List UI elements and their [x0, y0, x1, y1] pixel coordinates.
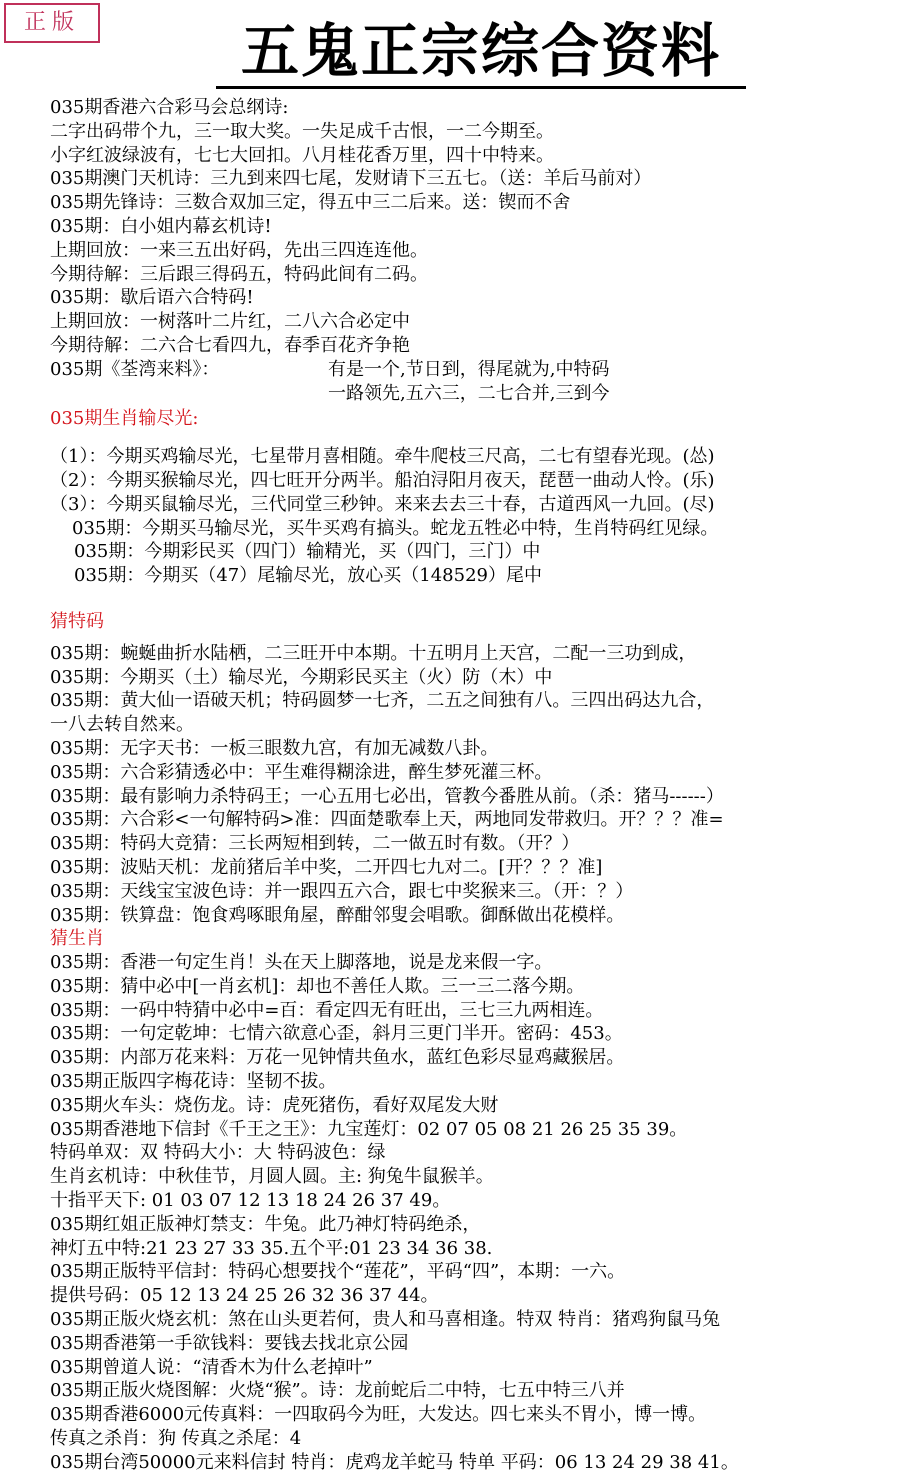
- text-line: 上期回放：一来三五出好码，先出三四连连他。: [50, 239, 428, 261]
- text-line: 一八去转自然来。: [50, 714, 194, 736]
- text-line: （2）：今期买猴输尽光，四七旺开分两半。船泊浔阳月夜天，琵琶一曲动人怜。(乐): [50, 469, 715, 491]
- text-line: 今期待解：三后跟三得码五，特码此间有二码。: [50, 263, 428, 285]
- text-line: 神灯五中特:21 23 27 33 35.五个平:01 23 34 36 38.: [50, 1237, 493, 1259]
- text-line: 035期正版火烧玄机：煞在山头更若何，贵人和马喜相逢。特双 特肖：猪鸡狗鼠马兔: [50, 1309, 721, 1331]
- text-block-poems: [50, 96, 900, 358]
- text-line: 035期曾道人说：“清香木为什么老掉叶”: [50, 1356, 373, 1378]
- text-line: （3）：今期买鼠输尽光，三代同堂三秒钟。来来去去三十春，古道西风一九回。(尽): [50, 493, 715, 515]
- text-line: 035期正版火烧图解：火烧“猴”。诗：龙前蛇后二中特，七五中特三八并: [50, 1380, 625, 1402]
- text-line: 035期：特码大竞猜：三长两短相到转，二一做五时有数。（开？）: [50, 833, 580, 855]
- genuine-badge: 正版: [4, 3, 100, 43]
- section-heading-shengxiao-2: 猜生肖: [50, 928, 104, 950]
- text-line: 035期澳门天机诗：三九到来四七尾，发财请下三五七。（送：羊后马前对）: [50, 168, 652, 190]
- text-line: 035期：蜿蜒曲折水陆栖，二三旺开中本期。十五明月上天宫，二配一三功到成，: [50, 642, 697, 664]
- text-line: 035期：六合彩猜透必中：平生难得糊涂进，醉生梦死灌三杯。: [50, 761, 553, 783]
- text-line: 035期：今期买马输尽光，买牛买鸡有搞头。蛇龙五牲必中特，生肖特码红见绿。: [72, 517, 719, 539]
- text-block-shengxiao: [50, 951, 900, 1475]
- text-line: 035期：今期买（47）尾输尽光，放心买（148529）尾中: [74, 565, 542, 587]
- document-body: [50, 96, 900, 1475]
- text-line: 035期香港第一手欲钱料：要钱去找北京公园: [50, 1332, 409, 1354]
- text-line: （1）：今期买鸡输尽光，七星带月喜相随。牵牛爬枝三尺高，二七有望春光现。(怂): [50, 446, 715, 468]
- text-line: 035期：无字天书：一板三眼数九宫，有加无减数八卦。: [50, 737, 499, 759]
- section-heading-shengxiao: 035期生肖输尽光:: [50, 408, 199, 430]
- text-line: 035期先锋诗：三数合双加三定，得五中三二后来。送：锲而不舍: [50, 192, 571, 214]
- quanwan-line-1: 有是一个,节日到，得尾就为,中特码: [328, 358, 610, 380]
- text-line: 035期：一句定乾坤：七情六欲意心歪，斜月三更门半开。密码：453。: [50, 1023, 623, 1045]
- text-line: 035期：内部万花来料：万花一见钟情共鱼水，蓝红色彩尽显鸡藏猴居。: [50, 1047, 625, 1069]
- quanwan-block: [50, 358, 900, 406]
- text-line: 035期：最有影响力杀特码王；一心五用七必出，管教今番胜从前。（杀：猪马------）: [50, 785, 724, 807]
- text-line: 生肖玄机诗：中秋佳节，月圆人圆。主: 狗兔牛鼠猴羊。: [50, 1166, 494, 1188]
- text-line: 035期香港6000元传真料：一四取码今为旺，大发达。四七来头不胃小，博一博。: [50, 1404, 707, 1426]
- text-line: 035期：天线宝宝波色诗：并一跟四五六合，跟七中奖猴来三。（开：？）: [50, 880, 634, 902]
- quanwan-row-2: [50, 382, 900, 406]
- text-line: 035期：歇后语六合特码!: [50, 287, 254, 309]
- text-line: 035期香港六合彩马会总纲诗:: [50, 97, 289, 118]
- text-line: 035期红姐正版神灯禁支：牛兔。此乃神灯特码绝杀，: [50, 1213, 481, 1235]
- text-line: 提供号码：05 12 13 24 25 26 32 36 37 44。: [50, 1285, 439, 1307]
- text-line: 035期：黄大仙一语破天机；特码圆梦一七齐，二五之间独有八。三四出码达九合，: [50, 690, 715, 712]
- text-line: 035期台湾50000元来料信封 特肖：虎鸡龙羊蛇马 特单 平码：06 13 24 29 38 41。: [50, 1451, 739, 1473]
- text-block-indented: [50, 517, 900, 588]
- text-block-temai: [50, 642, 900, 928]
- text-line: 035期：今期彩民买（四门）输精光，买（四门，三门）中: [74, 541, 541, 563]
- section-heading-temai: 猜特码: [50, 610, 104, 632]
- text-line: 035期正版特平信封：特码心想要找个“莲花”，平码“四”，本期：一六。: [50, 1261, 626, 1283]
- text-line: 035期：铁算盘：饱食鸡啄眼角屋，醉酣邻叟会唱歌。御酥做出花模样。: [50, 904, 625, 926]
- quanwan-label: 035期《荃湾来料》：: [50, 358, 220, 380]
- page-title: 五鬼正宗综合资料: [240, 17, 721, 85]
- text-line: 二字出码带个九，三一取大奖。一失足成千古恨，一二今期至。: [50, 120, 554, 142]
- text-line: 特码单双：双 特码大小：大 特码波色：绿: [50, 1142, 386, 1164]
- text-line: 035期香港地下信封《千王之王》：九宝莲灯：02 07 05 08 21 26 25 35 39。: [50, 1118, 688, 1140]
- text-line: 035期：波贴天机：龙前猪后羊中奖，二开四七九对二。[开？？？准]: [50, 856, 603, 878]
- text-line: 上期回放：一树落叶二片红，二八六合必定中: [50, 311, 410, 333]
- text-line: 035期：白小姐内幕玄机诗!: [50, 215, 272, 237]
- text-line: 小字红波绿波有，七七大回扣。八月桂花香万里，四十中特来。: [50, 144, 554, 166]
- quanwan-line-2: 一路领先,五六三，二七合并,三到今: [328, 382, 610, 404]
- text-line: 035期：一码中特猜中必中=百：看定四无有旺出，三七三九两相连。: [50, 999, 604, 1021]
- text-line: 035期：六合彩<一句解特码>准：四面楚歌奉上天，两地同发带救归。开？？？准=: [50, 809, 724, 831]
- text-line: 035期：猜中必中[一肖玄机]：却也不善任人欺。三一三二落今期。: [50, 975, 585, 997]
- quanwan-row-1: [50, 358, 900, 382]
- text-line: 今期待解：二六合七看四九，春季百花齐争艳: [50, 334, 410, 356]
- title-underline: [216, 86, 746, 89]
- text-line: 035期火车头：烧伤龙。诗：虎死猪伤，看好双尾发大财: [50, 1094, 499, 1116]
- text-block-numbered: [50, 445, 900, 516]
- text-line: 十指平天下: 01 03 07 12 13 18 24 26 37 49。: [50, 1190, 451, 1212]
- text-line: 035期：今期买（土）输尽光，今期彩民买主（火）防（木）中: [50, 666, 553, 688]
- text-line: 035期：香港一句定生肖！头在天上脚落地，说是龙来假一字。: [50, 952, 553, 974]
- text-line: 传真之杀肖：狗 传真之杀尾：4: [50, 1428, 302, 1450]
- text-line: 035期正版四字梅花诗：坚韧不拔。: [50, 1071, 337, 1093]
